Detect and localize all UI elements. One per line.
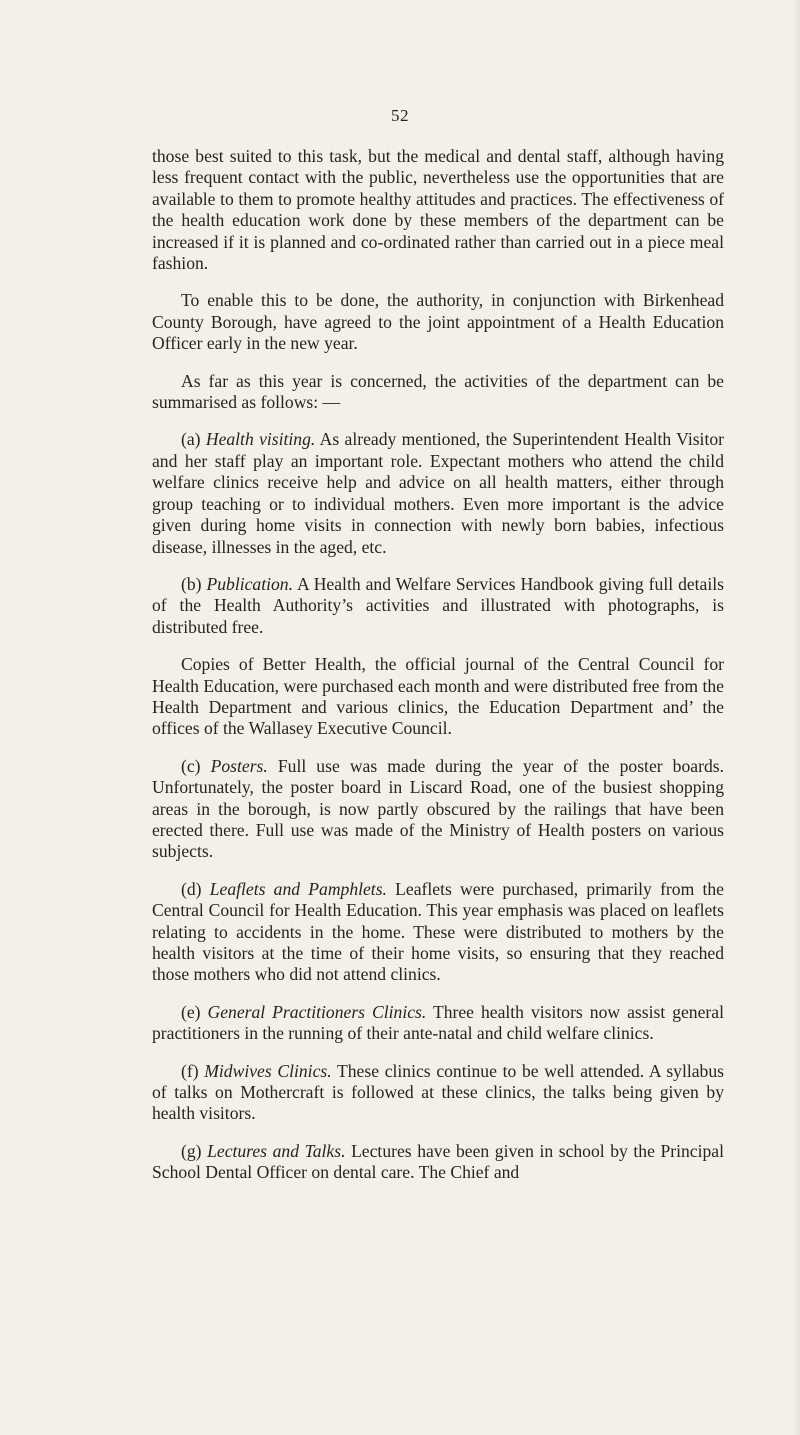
item-label: (d) xyxy=(181,878,202,899)
item-heading: Leaflets and Pamphlets. xyxy=(209,878,387,899)
item-heading: Posters. xyxy=(210,755,268,776)
paragraph-health-visiting xyxy=(152,429,724,557)
item-heading: Lectures and Talks. xyxy=(207,1140,346,1161)
paragraph-text: Copies of Better Health, the official journal of the Central Council for Health Education, were purchased each month and were distributed free from the Health Department and various clinics, the Education Department and’ the offices of the Wallasey Executive Council. xyxy=(152,654,724,739)
paragraph-joint-appointment xyxy=(152,290,724,354)
item-label: (c) xyxy=(181,755,201,776)
item-label: (b) xyxy=(181,573,202,594)
paragraph-midwives-clinics xyxy=(152,1061,724,1125)
paragraph-text: Leaflets were purchased, primarily from the Central Council for Health Education. This year emphasis was placed on leaflets relating to accidents in the home. These were distributed to mothers by the health visitors at the time of their home visits, so ensuring that they reached those mothers who did not attend clinics. xyxy=(152,878,724,985)
paragraph-text: Lectures have been given in school by the Principal School Dental Officer on dental care. The Chief and xyxy=(152,1140,724,1183)
paragraph-text: A Health and Welfare Services Handbook giving full details of the Health Authority’s activities and illustrated with photographs, is distributed free. xyxy=(152,573,724,637)
page-edge-shadow xyxy=(792,0,800,1435)
paragraph-text: those best suited to this task, but the medical and dental staff, although having less frequent contact with the public, nevertheless use the opportunities that are available to them to promote healthy attitudes and practices. The effectiveness of the health education work done by these members of the department can be increased if it is planned and co-ordinated rather than carried out in a piece meal fashion. xyxy=(152,146,724,274)
page-number: 52 xyxy=(391,106,409,125)
item-label: (g) xyxy=(181,1140,202,1161)
paragraph-text: These clinics continue to be well attended. A syllabus of talks on Mothercraft is followed at these clinics, the talks being given by health visitors. xyxy=(152,1060,724,1124)
item-label: (e) xyxy=(181,1001,201,1022)
item-heading: Midwives Clinics. xyxy=(204,1060,332,1081)
paragraph-text: As already mentioned, the Superintendent Health Visitor and her staff play an important role. Expectant mothers who attend the child welfare clinics receive help and advice on all health matters, either through group teaching or to individual mothers. Even more important is the advice given during home visits in connection with newly born babies, infectious disease, illnesses in the aged, etc. xyxy=(152,429,724,557)
paragraph-leaflets xyxy=(152,879,724,986)
paragraph-text: Three health visitors now assist general practitioners in the running of their ante-natal and child welfare clinics. xyxy=(152,1001,724,1044)
paragraph-continuation xyxy=(152,146,724,274)
item-heading: Publication. xyxy=(206,573,293,594)
paragraph-gp-clinics xyxy=(152,1002,724,1045)
item-label: (a) xyxy=(181,429,201,450)
paragraph-posters xyxy=(152,756,724,863)
item-label: (f) xyxy=(181,1060,199,1081)
paragraph-summary-intro xyxy=(152,371,724,414)
paragraph-text: To enable this to be done, the authority, in conjunction with Birkenhead County Borough, have agreed to the joint appointment of a Health Education Officer early in the new year. xyxy=(152,290,724,354)
paragraph-text: As far as this year is concerned, the activities of the department can be summarised as follows: — xyxy=(152,370,724,413)
paragraph-publication xyxy=(152,574,724,638)
item-heading: Health visiting. xyxy=(205,429,316,450)
item-heading: General Practitioners Clinics. xyxy=(207,1001,427,1022)
paragraph-better-health xyxy=(152,654,724,740)
paragraph-lectures xyxy=(152,1141,724,1184)
paragraph-text: Full use was made during the year of the poster boards. Unfortunately, the poster board in Liscard Road, one of the busiest shopping areas in the borough, is now partly obscured by the railings that have been erected there. Full use was made of the Ministry of Health posters on various subjects. xyxy=(152,755,724,862)
body-text xyxy=(152,146,724,1200)
